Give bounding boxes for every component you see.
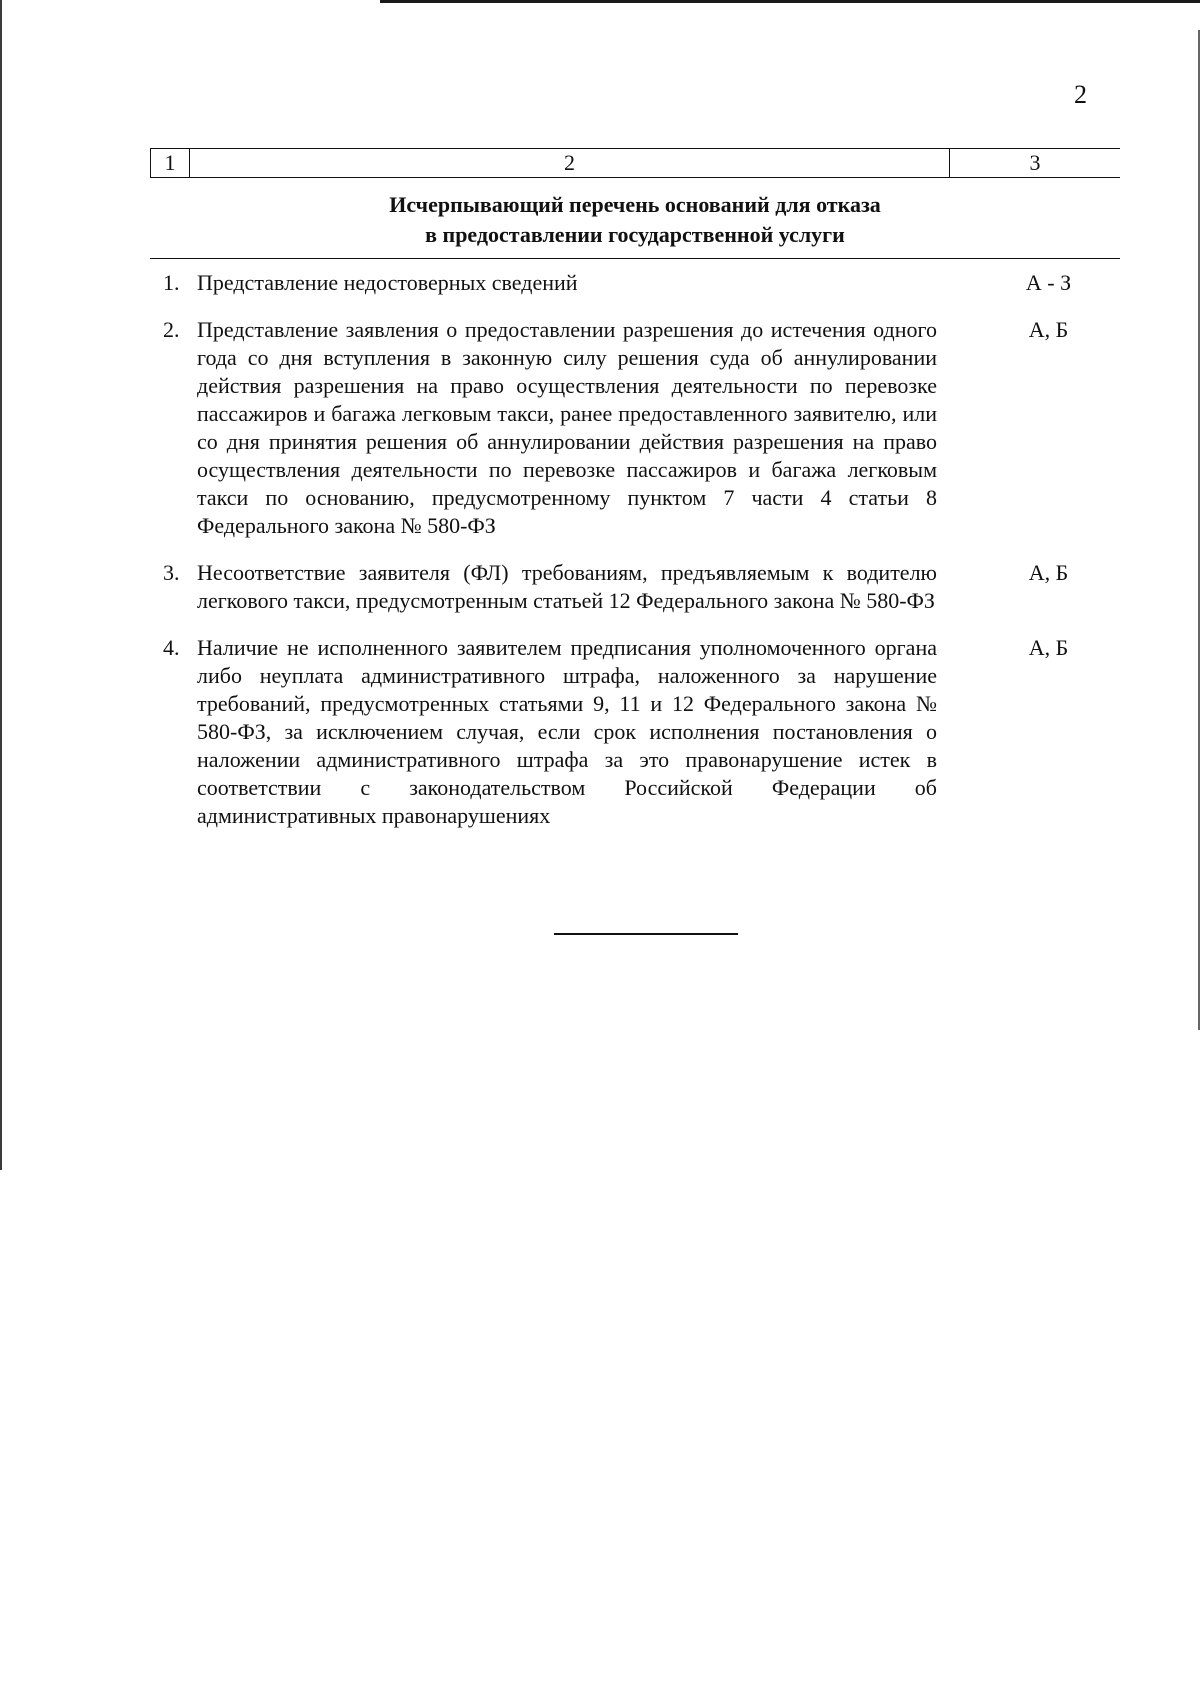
item-code: А, Б: [1028, 317, 1069, 342]
item-code: А, Б: [1028, 560, 1069, 585]
section-title: [150, 178, 1120, 259]
section-title-line-2: в предоставлении государственной услуги: [425, 222, 845, 247]
list-item: [150, 634, 1120, 830]
grounds-table: [150, 148, 1120, 849]
item-code: А - З: [1025, 270, 1072, 295]
column-header-1: 1: [150, 149, 190, 177]
column-header-3: 3: [1029, 150, 1041, 175]
item-text: Представление заявления о предоставлении разрешения до истечения одного года со дня вступления в законную силу решения суда об аннулировании действия разрешения на право осуществления деятельности по перевозке пассажиров и багажа легковым такси, ранее предоставленного заявителю, или со дня принятия решения об аннулировании действия разрешения на право осуществления деятельности по перевозке пассажиров и багажа легковым такси по основанию, предусмотренному пунктом 7 части 4 статьи 8 Федерального закона № 580-ФЗ: [197, 317, 937, 538]
end-divider: [554, 933, 738, 935]
column-header-2: 2: [190, 149, 950, 177]
item-code: А, Б: [1028, 635, 1069, 660]
item-number: 4.: [163, 635, 180, 660]
scan-edge-left: [0, 0, 2, 1170]
section-title-line-1: Исчерпывающий перечень оснований для отказа: [389, 192, 881, 217]
scan-edge-top: [380, 0, 1200, 3]
item-number: 2.: [163, 317, 180, 342]
item-number: 1.: [163, 270, 180, 295]
grounds-list: [150, 269, 1120, 830]
list-item: [150, 316, 1120, 540]
item-text: Несоответствие заявителя (ФЛ) требованиям, предъявляемым к водителю легкового такси, предусмотренным статьей 12 Федерального закона № 580-ФЗ: [197, 560, 937, 613]
list-item: [150, 559, 1120, 615]
item-number: 3.: [163, 560, 180, 585]
page-number: 2: [1074, 80, 1087, 109]
list-item: [150, 269, 1120, 297]
item-text: Представление недостоверных сведений: [197, 270, 578, 295]
table-header-row: [150, 148, 1120, 178]
item-text: Наличие не исполненного заявителем предписания уполномоченного органа либо неуплата административного штрафа, наложенного за нарушение требований, предусмотренных статьями 9, 11 и 12 Федерального закона № 580-ФЗ, за исключением случая, если срок исполнения постановления о наложении административного штрафа за это правонарушение истек в соответствии с законодательством Российской Федерации об административных правонарушениях: [197, 635, 937, 828]
